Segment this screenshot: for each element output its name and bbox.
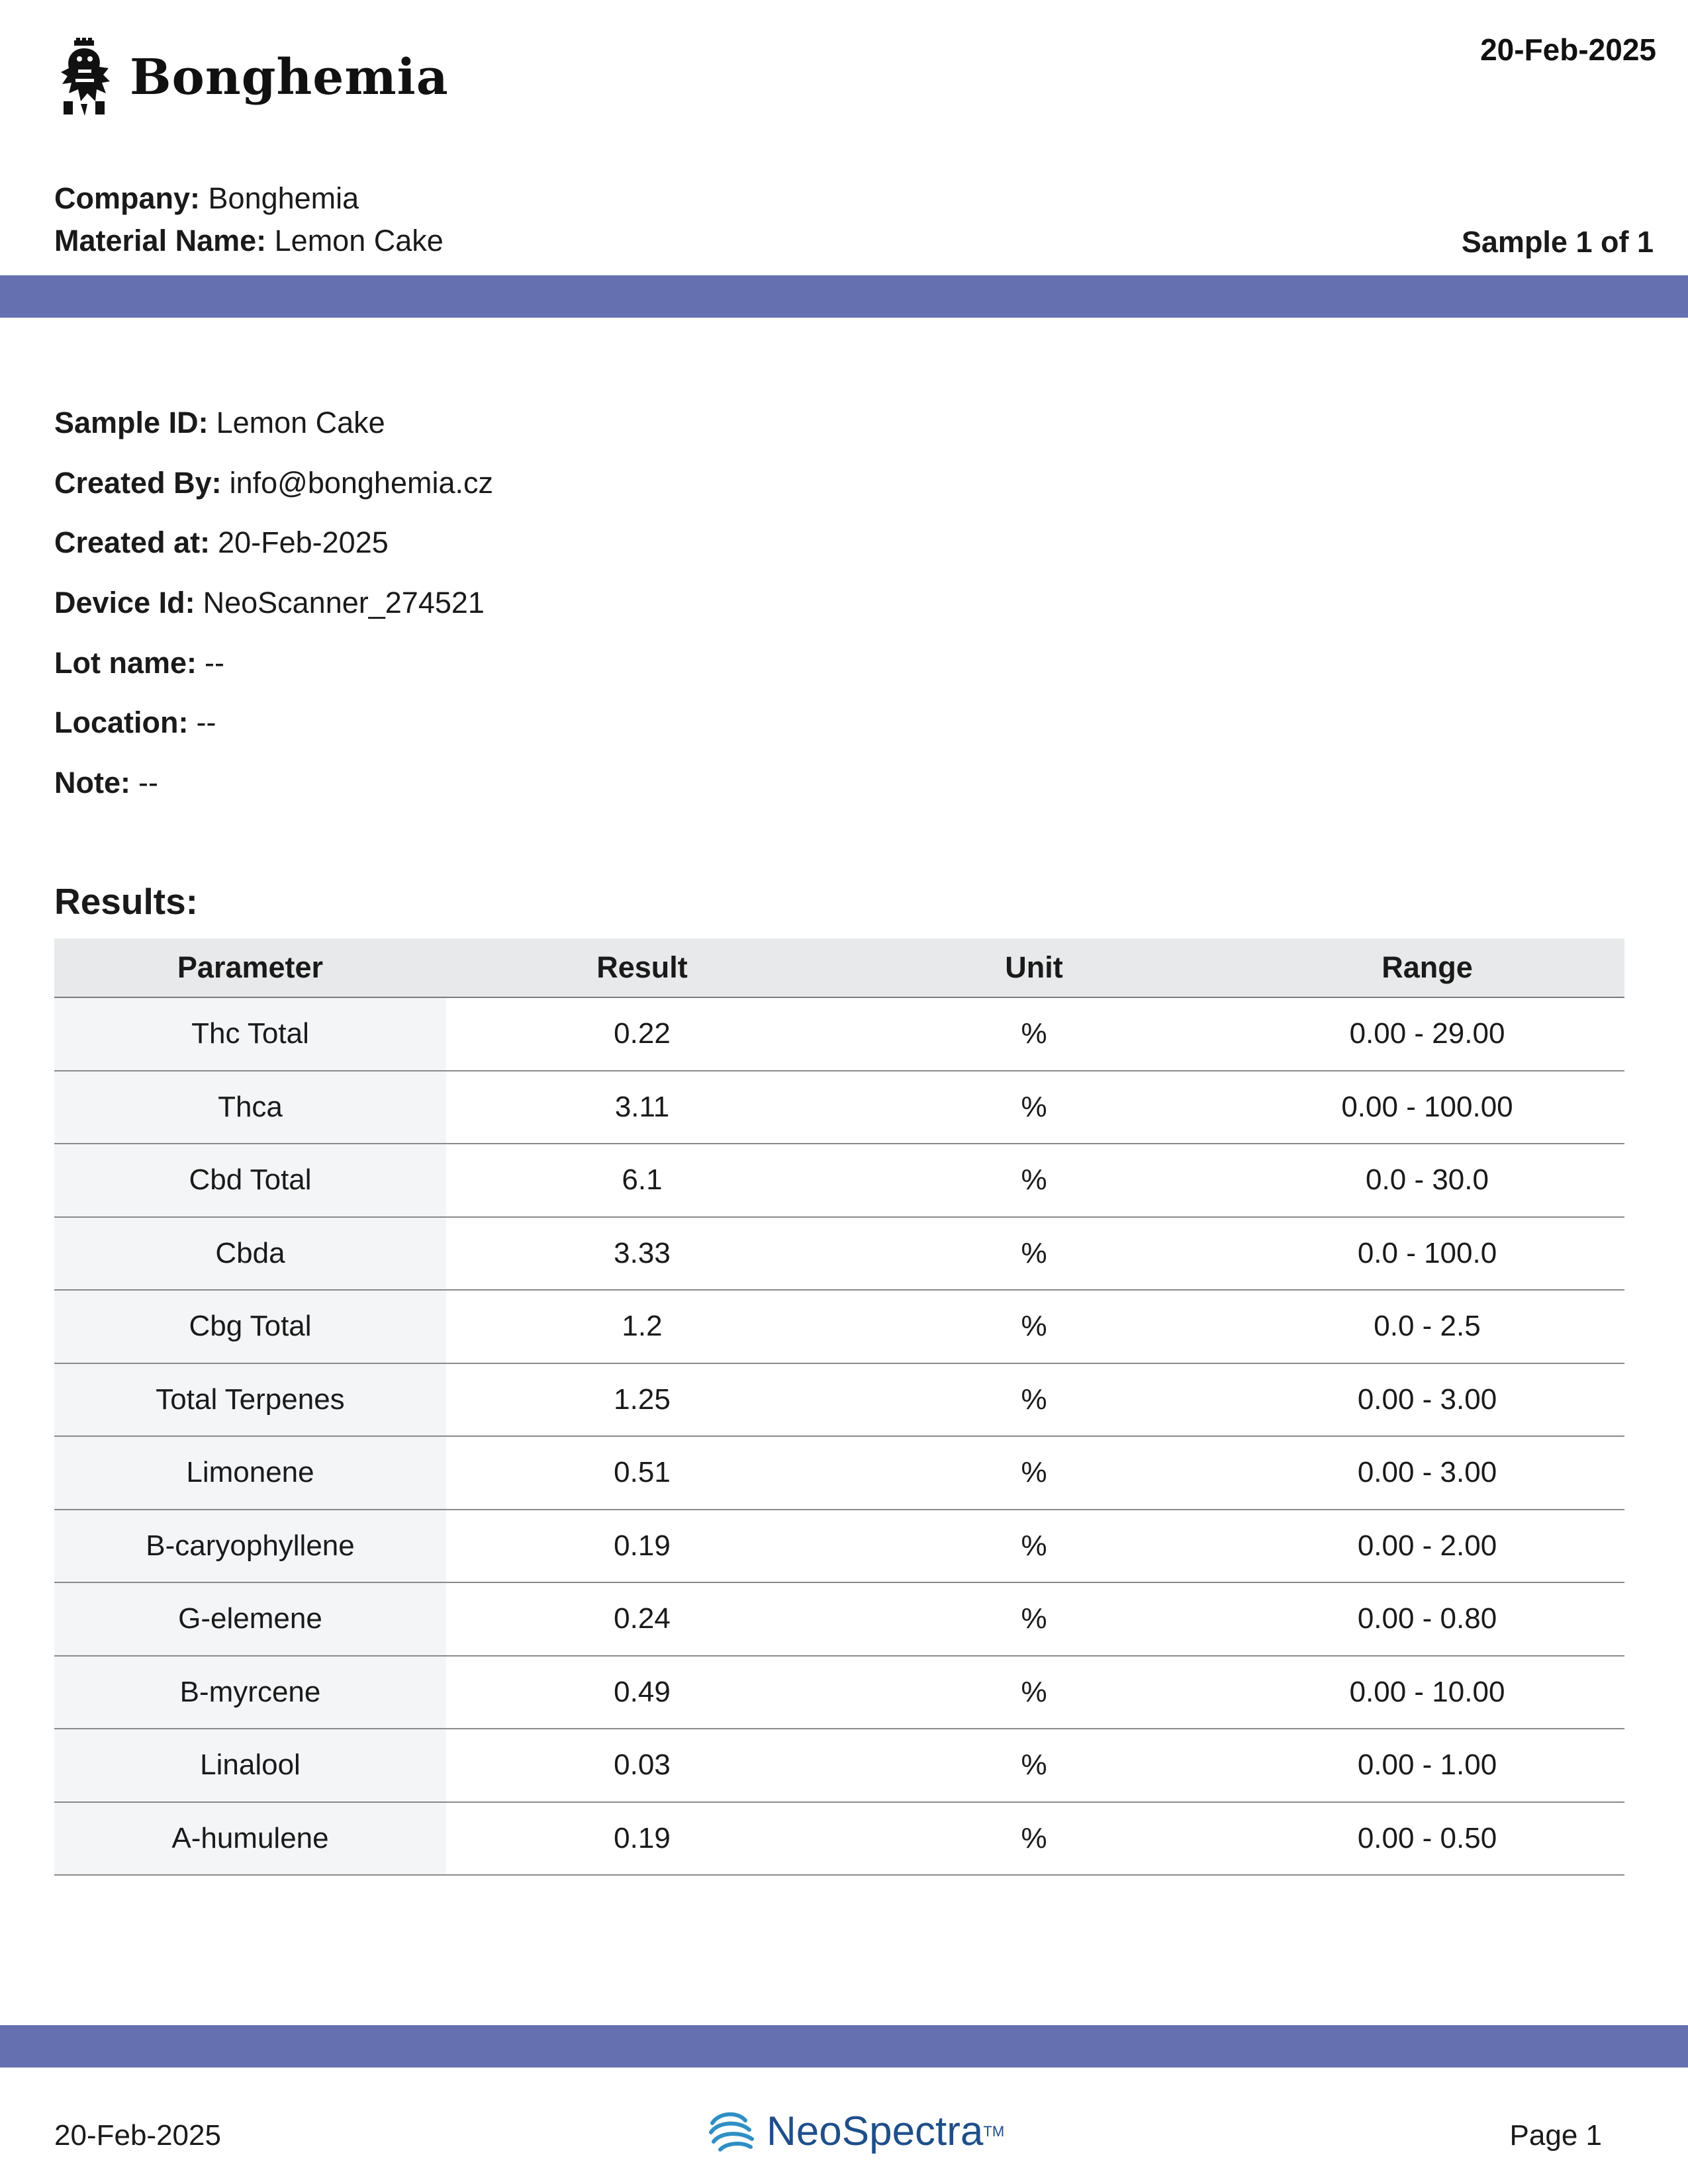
cell-unit: % xyxy=(838,1144,1230,1217)
sample-info xyxy=(54,393,493,813)
cell-unit: % xyxy=(838,1656,1230,1729)
table-row xyxy=(54,1436,1624,1510)
neospectra-logo xyxy=(708,2108,1004,2155)
column-header-parameter: Parameter xyxy=(54,938,446,997)
cell-unit: % xyxy=(838,1582,1230,1656)
cell-range: 0.00 - 10.00 xyxy=(1230,1656,1624,1729)
cell-unit: % xyxy=(838,1217,1230,1291)
cell-parameter: Total Terpenes xyxy=(54,1363,446,1437)
cell-unit: % xyxy=(838,1071,1230,1144)
material-line xyxy=(54,224,444,258)
results-title: Results: xyxy=(54,881,198,922)
table-row xyxy=(54,1729,1624,1802)
results-table xyxy=(54,938,1624,1876)
cell-parameter: Limonene xyxy=(54,1436,446,1510)
brand-logo xyxy=(54,37,449,118)
cell-parameter: Cbd Total xyxy=(54,1144,446,1217)
cell-result: 1.2 xyxy=(446,1290,838,1363)
column-header-unit: Unit xyxy=(838,938,1230,997)
table-row xyxy=(54,1144,1624,1217)
cell-result: 0.03 xyxy=(446,1729,838,1802)
info-row-created-by: Created By: info@bonghemia.cz xyxy=(54,465,493,500)
cell-unit: % xyxy=(838,1729,1230,1802)
info-row-device-id: Device Id: NeoScanner_274521 xyxy=(54,586,485,620)
cell-result: 0.24 xyxy=(446,1582,838,1656)
company-value: Bonghemia xyxy=(208,181,359,215)
cell-unit: % xyxy=(838,1510,1230,1583)
trademark-symbol: TM xyxy=(983,2122,1005,2140)
report-date: 20-Feb-2025 xyxy=(1480,32,1656,67)
table-row xyxy=(54,1656,1624,1729)
brand-name: Bonghemia xyxy=(130,49,449,106)
table-row xyxy=(54,1510,1624,1583)
cell-range: 0.00 - 1.00 xyxy=(1230,1729,1624,1802)
info-row-sample-id: Sample ID: Lemon Cake xyxy=(54,406,385,440)
cell-range: 0.0 - 2.5 xyxy=(1230,1290,1624,1363)
cell-unit: % xyxy=(838,1363,1230,1437)
sample-count: Sample 1 of 1 xyxy=(1461,225,1654,259)
material-label: Material Name: xyxy=(54,224,267,257)
cell-result: 0.19 xyxy=(446,1802,838,1876)
cell-unit: % xyxy=(838,1802,1230,1876)
cell-range: 0.00 - 2.00 xyxy=(1230,1510,1624,1583)
table-row xyxy=(54,1363,1624,1437)
table-row xyxy=(54,1290,1624,1363)
cell-result: 3.11 xyxy=(446,1071,838,1144)
cell-range: 0.00 - 0.50 xyxy=(1230,1802,1624,1876)
cell-range: 0.00 - 3.00 xyxy=(1230,1363,1624,1437)
cell-result: 0.19 xyxy=(446,1510,838,1583)
cell-range: 0.00 - 0.80 xyxy=(1230,1582,1624,1656)
cell-parameter: Thca xyxy=(54,1071,446,1144)
cell-result: 0.51 xyxy=(446,1436,838,1510)
neospectra-waves-icon xyxy=(708,2109,759,2155)
table-row xyxy=(54,1802,1624,1876)
cell-parameter: Cbg Total xyxy=(54,1290,446,1363)
info-row-lot-name: Lot name: -- xyxy=(54,645,224,680)
cell-unit: % xyxy=(838,997,1230,1071)
material-value: Lemon Cake xyxy=(274,224,444,257)
cell-result: 0.22 xyxy=(446,997,838,1071)
column-header-range: Range xyxy=(1230,938,1624,997)
cell-result: 6.1 xyxy=(446,1144,838,1217)
footer-date: 20-Feb-2025 xyxy=(54,2119,221,2152)
cell-parameter: G-elemene xyxy=(54,1582,446,1656)
cell-parameter: Thc Total xyxy=(54,997,446,1071)
cell-parameter: B-myrcene xyxy=(54,1656,446,1729)
header-band xyxy=(0,275,1688,318)
table-row xyxy=(54,1071,1624,1144)
cell-range: 0.0 - 30.0 xyxy=(1230,1144,1624,1217)
cell-unit: % xyxy=(838,1436,1230,1510)
info-row-created-at: Created at: 20-Feb-2025 xyxy=(54,525,389,560)
cell-parameter: Cbda xyxy=(54,1217,446,1291)
cell-parameter: B-caryophyllene xyxy=(54,1510,446,1583)
cell-parameter: A-humulene xyxy=(54,1802,446,1876)
lion-crest-icon xyxy=(54,38,114,117)
company-line xyxy=(54,181,359,216)
cell-range: 0.00 - 3.00 xyxy=(1230,1436,1624,1510)
page-number: Page 1 xyxy=(1509,2119,1602,2152)
cell-range: 0.00 - 100.00 xyxy=(1230,1071,1624,1144)
table-row xyxy=(54,1582,1624,1656)
footer-band xyxy=(0,2025,1688,2068)
info-row-note: Note: -- xyxy=(54,765,158,799)
cell-parameter: Linalool xyxy=(54,1729,446,1802)
cell-result: 3.33 xyxy=(446,1217,838,1291)
cell-result: 0.49 xyxy=(446,1656,838,1729)
cell-range: 0.0 - 100.0 xyxy=(1230,1217,1624,1291)
table-header-row xyxy=(54,938,1624,997)
neospectra-brand: NeoSpectra xyxy=(767,2109,984,2154)
column-header-result: Result xyxy=(446,938,838,997)
table-row xyxy=(54,1217,1624,1291)
cell-range: 0.00 - 29.00 xyxy=(1230,997,1624,1071)
company-label: Company: xyxy=(54,181,201,215)
info-row-location: Location: -- xyxy=(54,705,216,740)
table-row xyxy=(54,997,1624,1071)
cell-unit: % xyxy=(838,1290,1230,1363)
cell-result: 1.25 xyxy=(446,1363,838,1437)
